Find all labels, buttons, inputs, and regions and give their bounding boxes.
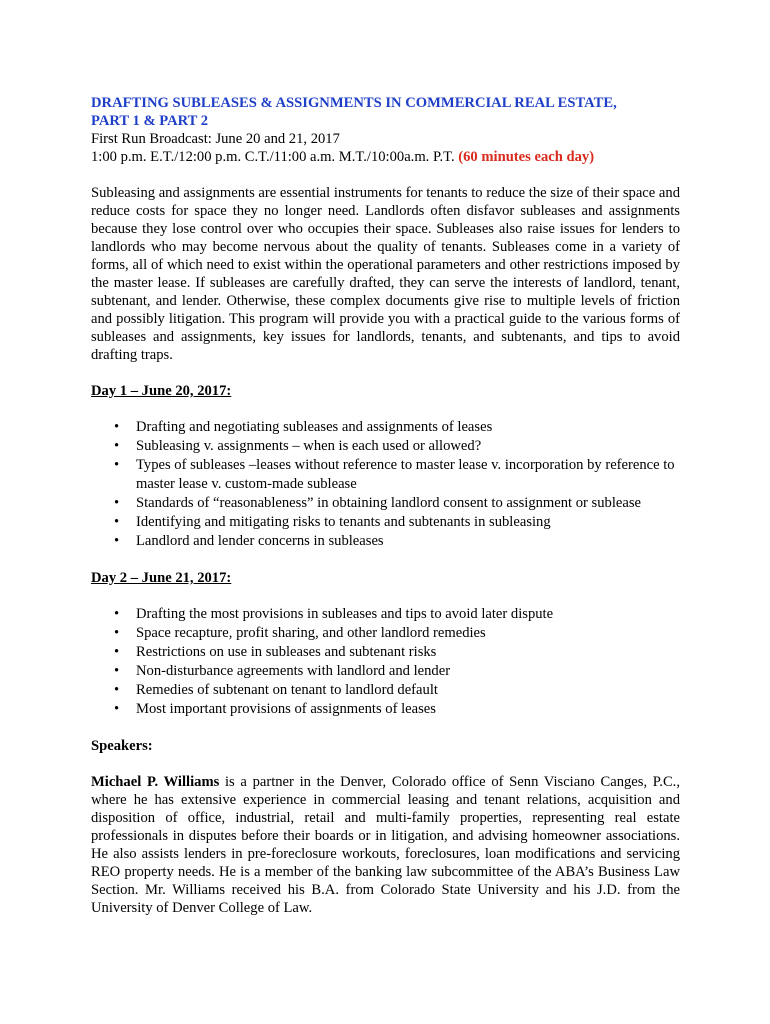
list-item [114, 532, 680, 551]
list-item-text: Types of subleases –leases without reference to master lease v. incorporation by reference to master lease v. custom-made sublease [136, 457, 675, 492]
title-line-1: DRAFTING SUBLEASES & ASSIGNMENTS IN COMMERCIAL REAL ESTATE, [91, 95, 617, 111]
speaker-name: Michael P. Williams [91, 774, 220, 790]
day2-heading: Day 2 – June 21, 2017: [91, 570, 232, 586]
day1-heading: Day 1 – June 20, 2017: [91, 383, 232, 399]
bullet-icon: • [114, 701, 120, 717]
day1-list [91, 418, 680, 551]
bullet-icon: • [114, 606, 120, 622]
list-item-text: Standards of “reasonableness” in obtaining landlord consent to assignment or sublease [136, 495, 641, 511]
list-item-text: Restrictions on use in subleases and subtenant risks [136, 644, 437, 660]
speakers-heading: Speakers: [91, 738, 153, 754]
list-item [114, 418, 680, 437]
bullet-icon: • [114, 644, 120, 660]
list-item-text: Space recapture, profit sharing, and other landlord remedies [136, 625, 486, 641]
list-item [114, 624, 680, 643]
document-page [91, 94, 680, 917]
day2-list [91, 605, 680, 719]
list-item-text: Landlord and lender concerns in subleases [136, 533, 384, 549]
list-item-text: Remedies of subtenant on tenant to landlord default [136, 682, 438, 698]
list-item-text: Subleasing v. assignments – when is each used or allowed? [136, 438, 482, 454]
list-item [114, 513, 680, 532]
list-item-text: Most important provisions of assignments of leases [136, 701, 436, 717]
duration-note: (60 minutes each day) [458, 149, 595, 165]
times-text: 1:00 p.m. E.T./12:00 p.m. C.T./11:00 a.m. M.T./10:00a.m. P.T. [91, 149, 455, 165]
bullet-icon: • [114, 682, 120, 698]
list-item [114, 643, 680, 662]
list-item-text: Drafting and negotiating subleases and assignments of leases [136, 419, 493, 435]
list-item-text: Non-disturbance agreements with landlord and lender [136, 663, 451, 679]
bullet-icon: • [114, 663, 120, 679]
intro-paragraph: Subleasing and assignments are essential instruments for tenants to reduce the size of their space and reduce costs for space they no longer need. Landlords often disfavor subleases and assignments because they lose control over who occupies their space. Subleases also raise issues for lenders to landlords who may become nervous about the quality of tenants. Subleases come in a variety of forms, all of which need to exist within the operational parameters and other restrictions imposed by the master lease. If subleases are carefully drafted, they can serve the interests of landlord, tenant, subtenant, and lender. Otherwise, these complex documents give rise to multiple levels of friction and possibly litigation. This program will provide you with a practical guide to the various forms of subleases and assignments, key issues for landlords, tenants, and subtenants, and tips to avoid drafting traps. [91, 185, 680, 363]
bullet-icon: • [114, 457, 120, 473]
bullet-icon: • [114, 495, 120, 511]
list-item-text: Identifying and mitigating risks to tenants and subtenants in subleasing [136, 514, 551, 530]
bullet-icon: • [114, 625, 120, 641]
bullet-icon: • [114, 514, 120, 530]
title-line-2: PART 1 & PART 2 [91, 113, 209, 129]
bullet-icon: • [114, 533, 120, 549]
list-item [114, 681, 680, 700]
list-item [114, 437, 680, 456]
bullet-icon: • [114, 419, 120, 435]
list-item [114, 456, 680, 494]
bullet-icon: • [114, 438, 120, 454]
document-title [91, 94, 680, 130]
speaker-bio [91, 773, 680, 917]
list-item [114, 494, 680, 513]
list-item [114, 605, 680, 624]
list-item [114, 700, 680, 719]
broadcast-date: First Run Broadcast: June 20 and 21, 2017 [91, 131, 340, 147]
list-item [114, 662, 680, 681]
broadcast-times [91, 148, 680, 166]
list-item-text: Drafting the most provisions in subleases and tips to avoid later dispute [136, 606, 554, 622]
speaker-bio-text: is a partner in the Denver, Colorado office of Senn Visciano Canges, P.C., where he has extensive experience in commercial leasing and tenant relations, acquisition and disposition of office, industrial, retail and multi-family properties, representing real estate professionals in disputes before their boards or in litigation, and advising homeowner associations. He also assists lenders in pre-foreclosure workouts, foreclosures, loan modifications and servicing REO property needs. He is a member of the banking law subcommittee of the ABA’s Business Law Section. Mr. Williams received his B.A. from Colorado State University and his J.D. from the University of Denver College of Law. [91, 774, 680, 916]
